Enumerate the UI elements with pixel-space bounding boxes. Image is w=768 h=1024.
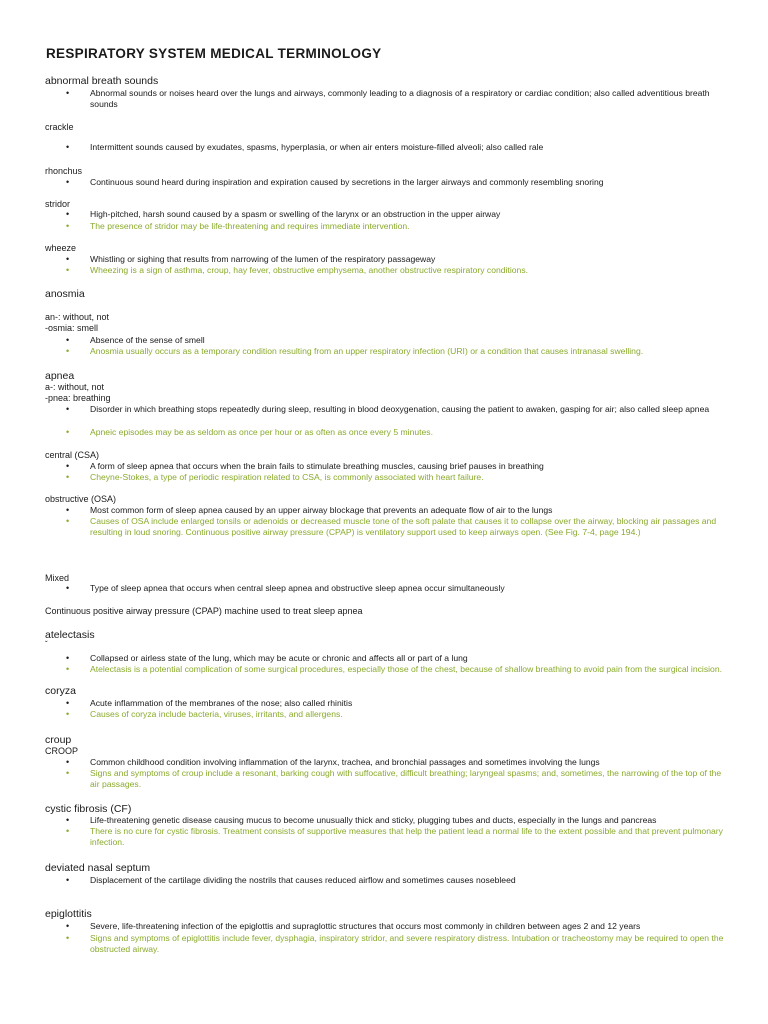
definition-text: Life-threatening genetic disease causing mucus to become unusually thick and sticky, plugging tubes and ducts, especially in the lungs and pancreas — [90, 815, 657, 825]
heading-mixed: Mixed — [45, 573, 70, 583]
note-text: Atelectasis is a potential complication of some surgical procedures, especially those of the chest, because of shallow breathing to avoid pain from the surgical incision. — [90, 664, 722, 674]
caret-mark: ˇ — [45, 640, 48, 649]
bullet-icon: • — [66, 815, 70, 825]
note-text: Signs and symptoms of epiglottitis include fever, dysphagia, inspiratory stridor, and severe respiratory distress. Intubation or tracheostomy may be required to open the obstructed airway. — [90, 933, 724, 955]
note-text: Causes of OSA include enlarged tonsils or adenoids or decreased muscle tone of the soft palate that causes it to collapse over the airway, blocking air passages and resulting in loud snoring. Continuous positive airway pressure (CPAP) is ventilatory support used to keep airways open. (See Fig. 7-4, page 194.) — [90, 516, 717, 538]
bullet-icon: • — [66, 826, 70, 836]
heading-cystic-fibrosis: cystic fibrosis (CF) — [45, 803, 132, 815]
heading-deviated-nasal-septum: deviated nasal septum — [45, 862, 151, 874]
cpap-caption: Continuous positive airway pressure (CPAP) machine used to treat sleep apnea — [45, 606, 363, 616]
heading-anosmia: anosmia — [45, 288, 85, 300]
definition-text: Acute inflammation of the membranes of the nose; also called rhinitis — [90, 698, 353, 708]
definition-text: Absence of the sense of smell — [90, 335, 205, 345]
note-text: Anosmia usually occurs as a temporary condition resulting from an upper respiratory infection (URI) or a condition that causes intranasal swelling. — [90, 346, 644, 356]
suffix-osmia: -osmia: smell — [45, 323, 99, 333]
prefix-an: an-: without, not — [45, 312, 110, 322]
bullet-icon: • — [66, 875, 70, 885]
bullet-icon: • — [66, 921, 70, 931]
bullet-icon: • — [66, 177, 70, 187]
definition-text: Common childhood condition involving inflammation of the larynx, trachea, and bronchial passages and sometimes involving the lungs — [90, 757, 600, 767]
heading-atelectasis: atelectasis — [45, 629, 95, 641]
croup-pronunciation: CROOP — [45, 746, 79, 756]
heading-central-csa: central (CSA) — [45, 450, 100, 460]
bullet-icon: • — [66, 221, 70, 231]
definition-text: Most common form of sleep apnea caused by an upper airway blockage that prevents an adequate flow of air to the lungs — [90, 505, 553, 515]
heading-stridor: stridor — [45, 199, 71, 209]
page-title: RESPIRATORY SYSTEM MEDICAL TERMINOLOGY — [46, 46, 382, 61]
bullet-icon: • — [66, 88, 70, 98]
note-text: Wheezing is a sign of asthma, croup, hay fever, obstructive emphysema, another obstructive respiratory conditions. — [90, 265, 529, 275]
bullet-icon: • — [66, 757, 70, 767]
heading-rhonchus: rhonchus — [45, 166, 83, 176]
note-text: Cheyne-Stokes, a type of periodic respiration related to CSA, is commonly associated with heart failure. — [90, 472, 484, 482]
definition-text: Collapsed or airless state of the lung, which may be acute or chronic and affects all or part of a lung — [90, 653, 468, 663]
bullet-icon: • — [66, 335, 70, 345]
definition-text: Intermittent sounds caused by exudates, spasms, hyperplasia, or when air enters moisture-filled alveoli; also called rale — [90, 142, 544, 152]
note-text: The presence of stridor may be life-threatening and requires immediate intervention. — [90, 221, 410, 231]
note-text: Signs and symptoms of croup include a resonant, barking cough with suffocative, difficult breathing; laryngeal spasms; and, sometimes, the narrowing of the top of the air passages. — [90, 768, 722, 790]
heading-epiglottitis: epiglottitis — [45, 908, 92, 920]
bullet-icon: • — [66, 254, 70, 264]
definition-text: Continuous sound heard during inspiration and expiration caused by secretions in the larger airways and commonly resembling snoring — [90, 177, 604, 187]
bullet-icon: • — [66, 209, 70, 219]
heading-croup: croup — [45, 734, 72, 746]
bullet-icon: • — [66, 346, 70, 356]
definition-text: Type of sleep apnea that occurs when central sleep apnea and obstructive sleep apnea occur simultaneously — [90, 583, 505, 593]
bullet-icon: • — [66, 664, 70, 674]
heading-abnormal-breath-sounds: abnormal breath sounds — [45, 75, 159, 87]
bullet-icon: • — [66, 653, 70, 663]
prefix-a: a-: without, not — [45, 382, 105, 392]
note-text: There is no cure for cystic fibrosis. Treatment consists of supportive measures that help the patient lead a normal life to the extent possible and that prevent pulmonary infection. — [90, 826, 723, 848]
suffix-pnea: -pnea: breathing — [45, 393, 111, 403]
bullet-icon: • — [66, 427, 70, 437]
bullet-icon: • — [66, 698, 70, 708]
definition-text: Abnormal sounds or noises heard over the lungs and airways, commonly leading to a diagnosis of a respiratory or cardiac condition; also called adventitious breath sounds — [90, 88, 710, 110]
heading-apnea: apnea — [45, 370, 75, 382]
note-text: Apneic episodes may be as seldom as once per hour or as often as once every 5 minutes. — [90, 427, 433, 437]
definition-text: Disorder in which breathing stops repeatedly during sleep, resulting in blood deoxygenation, causing the patient to awaken, gasping for air; also called sleep apnea — [90, 404, 710, 414]
bullet-icon: • — [66, 933, 70, 943]
heading-wheeze: wheeze — [45, 243, 77, 253]
definition-text: A form of sleep apnea that occurs when the brain fails to stimulate breathing muscles, causing brief pauses in breathing — [90, 461, 544, 471]
note-text: Causes of coryza include bacteria, viruses, irritants, and allergens. — [90, 709, 343, 719]
bullet-icon: • — [66, 265, 70, 275]
heading-obstructive-osa: obstructive (OSA) — [45, 494, 117, 504]
bullet-icon: • — [66, 505, 70, 515]
bullet-icon: • — [66, 461, 70, 471]
bullet-icon: • — [66, 516, 70, 526]
definition-text: Severe, life-threatening infection of the epiglottis and supraglottic structures that occurs most commonly in children between ages 2 and 12 years — [90, 921, 641, 931]
definition-text: Whistling or sighing that results from narrowing of the lumen of the respiratory passageway — [90, 254, 436, 264]
heading-coryza: coryza — [45, 685, 76, 697]
definition-text: Displacement of the cartilage dividing the nostrils that causes reduced airflow and sometimes causes nosebleed — [90, 875, 516, 885]
definition-text: High-pitched, harsh sound caused by a spasm or swelling of the larynx or an obstruction in the upper airway — [90, 209, 501, 219]
bullet-icon: • — [66, 709, 70, 719]
bullet-icon: • — [66, 768, 70, 778]
bullet-icon: • — [66, 472, 70, 482]
heading-crackle: crackle — [45, 122, 74, 132]
bullet-icon: • — [66, 142, 70, 152]
bullet-icon: • — [66, 404, 70, 414]
bullet-icon: • — [66, 583, 70, 593]
